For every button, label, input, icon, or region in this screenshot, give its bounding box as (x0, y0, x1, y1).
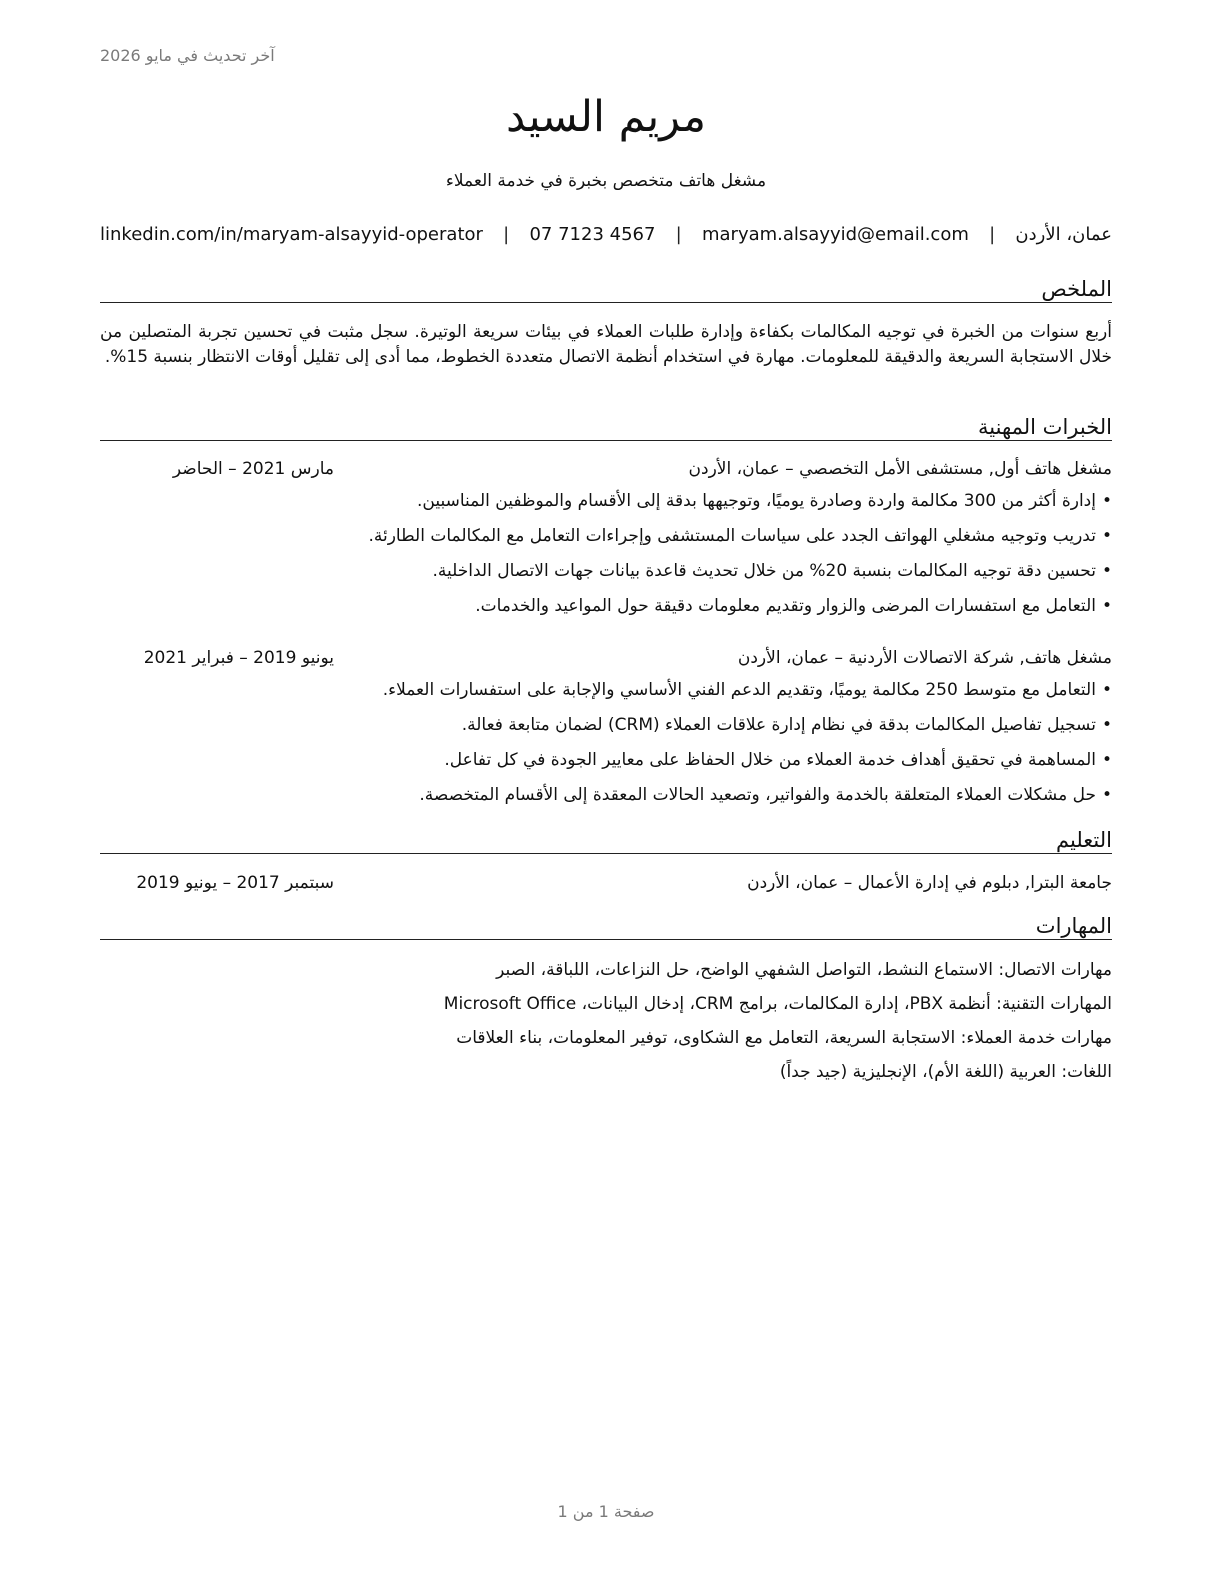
contact-linkedin[interactable]: linkedin.com/in/maryam-alsayyid-operator (100, 224, 483, 245)
job-dates: مارس 2021 – الحاضر (172, 459, 334, 479)
list-item (100, 748, 1112, 783)
skill-line: مهارات الاتصال: الاستماع النشط، التواصل الشفهي الواضح، حل النزاعات، اللباقة، الصبر (496, 960, 1112, 980)
section-heading-summary: الملخص (100, 276, 1112, 303)
education-entry (100, 873, 1112, 897)
contact-location: عمان، الأردن (1015, 224, 1112, 245)
bullet-text: التعامل مع متوسط 250 مكالمة يوميًا، وتقديم الدعم الفني الأساسي والإجابة على استفسارات العملاء. (382, 680, 1096, 700)
bullet-text: إدارة أكثر من 300 مكالمة واردة وصادرة يوميًا، وتوجيهها بدقة إلى الأقسام والموظفين المناسبين. (417, 491, 1096, 511)
bullet-icon: • (1101, 680, 1112, 700)
education-title: جامعة البترا, دبلوم في إدارة الأعمال – عمان، الأردن (747, 873, 1112, 893)
summary-text: أربع سنوات من الخبرة في توجيه المكالمات بكفاءة وإدارة طلبات العملاء في بيئات سريعة الوتيرة. سجل مثبت في تحسين تجربة المتصلين من خلال الاستجابة السريعة والدقيقة للمعلومات. مهارة في استخدام أنظمة الاتصال متعددة الخطوط، مما أدى إلى تقليل أوقات الانتظار بنسبة 15%. (100, 322, 1112, 367)
bullet-icon: • (1101, 526, 1112, 546)
list-item (100, 489, 1112, 524)
list-item (100, 594, 1112, 629)
candidate-headline: مشغل هاتف متخصص بخبرة في خدمة العملاء (445, 171, 767, 191)
contact-line (100, 224, 1112, 245)
bullet-icon: • (1101, 750, 1112, 770)
list-item (100, 559, 1112, 594)
bullet-text: التعامل مع استفسارات المرضى والزوار وتقديم معلومات دقيقة حول المواعيد والخدمات. (475, 596, 1096, 616)
bullet-text: المساهمة في تحقيق أهداف خدمة العملاء من خلال الحفاظ على معايير الجودة في كل تفاعل. (444, 750, 1096, 770)
list-item (100, 783, 1112, 818)
section-heading-skills: المهارات (100, 913, 1112, 940)
section-heading-experience: الخبرات المهنية (100, 414, 1112, 441)
list-item (100, 524, 1112, 559)
contact-separator: | (503, 224, 510, 245)
contact-email[interactable]: maryam.alsayyid@email.com (701, 224, 969, 245)
job-header (100, 459, 1112, 483)
list-item (100, 713, 1112, 748)
job-header (100, 648, 1112, 672)
bullet-text: تحسين دقة توجيه المكالمات بنسبة 20% من خلال تحديث قاعدة بيانات جهات الاتصال الداخلية. (432, 561, 1096, 581)
education-dates: سبتمبر 2017 – يونيو 2019 (136, 873, 334, 893)
list-item (100, 678, 1112, 713)
skill-line: المهارات التقنية: أنظمة PBX، إدارة المكالمات، برامج CRM، إدخال البيانات، Microsoft Office (443, 994, 1112, 1014)
bullet-text: تسجيل تفاصيل المكالمات بدقة في نظام إدارة علاقات العملاء (CRM) لضمان متابعة فعالة. (461, 715, 1096, 735)
page-number: صفحة 1 من 1 (557, 1502, 655, 1521)
section-heading-education: التعليم (100, 827, 1112, 854)
bullet-text: تدريب وتوجيه مشغلي الهواتف الجدد على سياسات المستشفى وإجراءات التعامل مع المكالمات الطارئة. (368, 526, 1096, 546)
skill-line: مهارات خدمة العملاء: الاستجابة السريعة، التعامل مع الشكاوى، توفير المعلومات، بناء العلاقات (456, 1028, 1112, 1048)
job-bullets (100, 489, 1112, 629)
contact-separator: | (989, 224, 996, 245)
bullet-icon: • (1101, 491, 1112, 511)
job-dates: يونيو 2019 – فبراير 2021 (143, 648, 334, 668)
last-updated: آخر تحديث في مايو 2026 (100, 46, 275, 65)
job-title: مشغل هاتف أول, مستشفى الأمل التخصصي – عمان، الأردن (688, 459, 1112, 479)
bullet-icon: • (1101, 715, 1112, 735)
bullet-text: حل مشكلات العملاء المتعلقة بالخدمة والفواتير، وتصعيد الحالات المعقدة إلى الأقسام المتخصصة. (419, 785, 1096, 805)
contact-separator: | (675, 224, 682, 245)
bullet-icon: • (1101, 596, 1112, 616)
skill-line: اللغات: العربية (اللغة الأم)، الإنجليزية (جيد جداً) (779, 1062, 1112, 1082)
contact-phone[interactable]: 07 7123 4567 (529, 224, 656, 245)
skills-list (100, 958, 1112, 1094)
candidate-name: مريم السيد (506, 92, 706, 142)
bullet-icon: • (1101, 561, 1112, 581)
job-bullets (100, 678, 1112, 818)
job-title: مشغل هاتف, شركة الاتصالات الأردنية – عمان، الأردن (737, 648, 1112, 668)
resume-page (100, 0, 1112, 1584)
bullet-icon: • (1101, 785, 1112, 805)
